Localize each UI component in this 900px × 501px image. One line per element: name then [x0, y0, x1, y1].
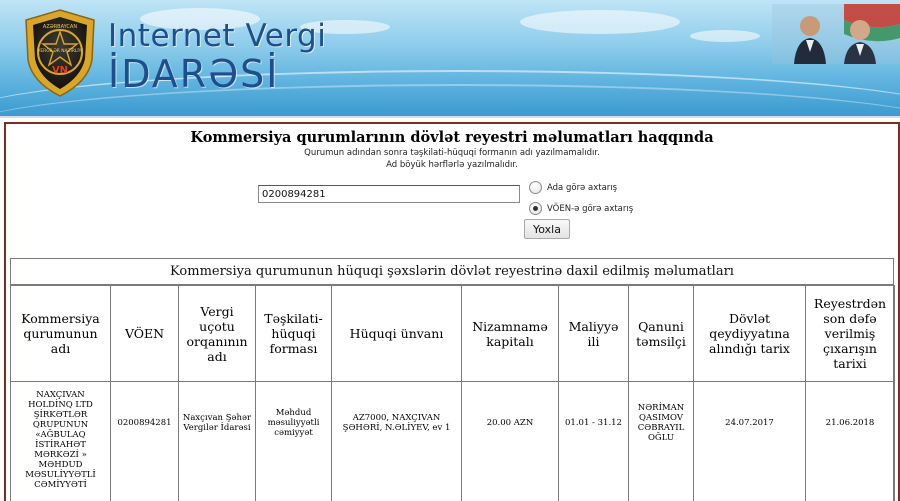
column-header: Maliyyə ili [559, 286, 629, 382]
svg-text:VN: VN [51, 65, 69, 76]
ministry-emblem-icon[interactable] [22, 8, 98, 98]
results-caption: Kommersiya qurumunun hüquqi şəxslərin dövlət reyestrinə daxil edilmiş məlumatları [11, 259, 893, 285]
column-header: Qanuni təmsilçi [629, 286, 694, 382]
cell-address: AZ7000, NAXÇIVAN ŞƏHƏRİ, N.ƏLİYEV, ev 1 [332, 382, 462, 501]
instruction-note: Qurumun adından sonra təşkilati-hüquqi formanın adı yazılmamalıdır. [304, 148, 600, 158]
table-row [11, 382, 895, 501]
page-title: Kommersiya qurumlarının dövlət reyestri məlumatları haqqında [190, 129, 714, 146]
search-input[interactable] [258, 185, 520, 203]
radio-name-label: Ada görə axtarış [547, 182, 618, 193]
column-header: Nizamnamə kapitalı [462, 286, 559, 382]
column-header: Kommersiya qurumunun adı [11, 286, 111, 382]
column-header: Təşkilati-hüquqi forması [256, 286, 332, 382]
cell-voen: 0200894281 [111, 382, 179, 501]
cell-capital: 20.00 AZN [462, 382, 559, 501]
column-header: Reyestrdən son dəfə verilmiş çıxarışın tarixi [806, 286, 895, 382]
brand-subtitle: İDARƏSİ [108, 52, 280, 96]
site-banner [0, 0, 900, 118]
instruction-note: Ad böyük hərflərlə yazılmalıdır. [386, 160, 518, 170]
cell-representative: NƏRİMAN QASIMOV CƏBRAYIL OĞLU [629, 382, 694, 501]
column-header: Dövlət qeydiyyatına alındığı tarix [694, 286, 806, 382]
brand-title: Internet Vergi [108, 18, 327, 54]
column-header: Hüquqi ünvanı [332, 286, 462, 382]
column-header: Vergi uçotu orqanının adı [179, 286, 256, 382]
cell-company-name: NAXÇIVAN HOLDİNQ LTD ŞİRKƏTLƏR QRUPUNUN «AĞBULAQ İSTİRAHƏT MƏRKƏZİ » MƏHDUD MƏSULİYYƏTLİ CƏMİYYƏTİ [11, 382, 111, 501]
radio-option-name[interactable] [529, 181, 617, 194]
radio-option-voen[interactable] [529, 202, 633, 215]
cell-legal-form: Məhdud məsuliyyətli cəmiyyət [256, 382, 332, 501]
banner-cloud [690, 30, 760, 42]
results-table [10, 285, 895, 501]
radio-name[interactable] [529, 181, 542, 194]
officials-portrait-icon [772, 4, 900, 64]
results-panel [10, 258, 894, 501]
table-header-row [11, 286, 895, 382]
radio-voen-label: VÖEN-ə görə axtarış [547, 203, 634, 214]
emblem-mid-text: VERGİLƏR NAZİRLİYİ [37, 49, 83, 54]
check-button[interactable]: Yoxla [524, 219, 570, 239]
content-frame [4, 122, 900, 501]
cell-registration-date: 24.07.2017 [694, 382, 806, 501]
radio-voen[interactable] [529, 202, 542, 215]
emblem-top-text: AZƏRBAYCAN [42, 24, 78, 30]
banner-cloud [520, 10, 680, 34]
cell-last-extract-date: 21.06.2018 [806, 382, 895, 501]
cell-fiscal-year: 01.01 - 31.12 [559, 382, 629, 501]
cell-tax-office: Naxçıvan Şəhər Vergilər İdarəsi [179, 382, 256, 501]
column-header: VÖEN [111, 286, 179, 382]
